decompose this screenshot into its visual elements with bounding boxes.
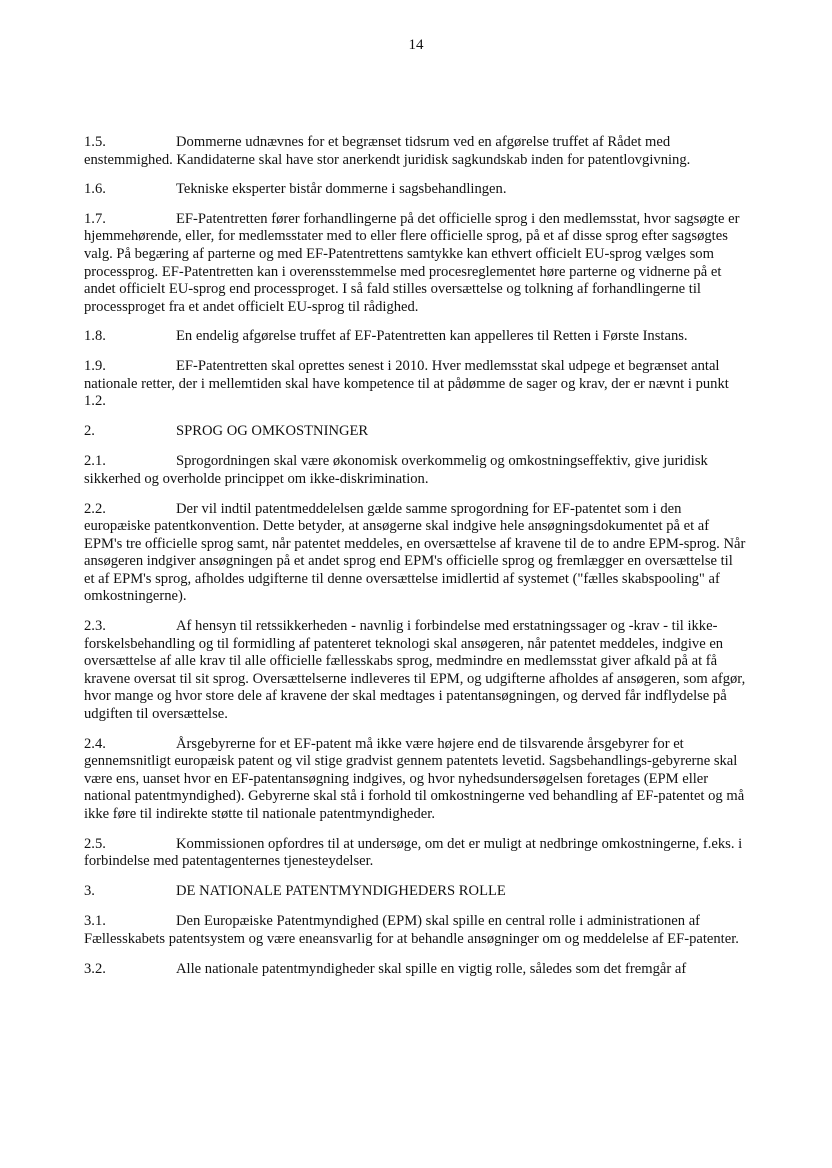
numbered-paragraph — [84, 453, 746, 488]
paragraph-text: En endelig afgørelse truffet af EF-Patentretten kan appelleres til Retten i Første Instans. — [176, 328, 688, 345]
paragraph-text: Den Europæiske Patentmyndighed (EPM) skal spille en central rolle i administrationen af Fællesskabets patentsystem og være eneansvarlig for at behandle ansøgninger om og meddelelse af EF-patenter. — [84, 913, 739, 947]
paragraph-number: 3. — [84, 882, 95, 899]
numbered-paragraph — [84, 181, 746, 199]
paragraph-number: 1.6. — [84, 181, 106, 198]
paragraph-text: Af hensyn til retssikkerheden - navnlig i forbindelse med erstatningssager og -krav - til ikke-forskelsbehandling og til formidling af patenteret teknologi skal ansøgeren, når patentet meddeles, indgive en oversættelse af alle krav til alle officielle fællesskabs sprog, medmindre en medlemsstat giver afkald på at få kravene oversat til sit sprog. Oversættelserne indleveres til EPM, og udgifterne afholdes af ansøgeren, som afgør, hvor mange og hvor store dele af kravene der skal medtages i patentansøgningen, og derved får indflydelse på udgiften til oversættelse. — [84, 618, 746, 723]
section-heading — [84, 883, 746, 901]
numbered-paragraph — [84, 618, 746, 724]
numbered-paragraph — [84, 961, 746, 979]
paragraph-text: Tekniske eksperter bistår dommerne i sagsbehandlingen. — [176, 181, 507, 198]
numbered-paragraph — [84, 913, 746, 948]
paragraph-text: Kommissionen opfordres til at undersøge, om det er muligt at nedbringe omkostningerne, f.eks. i forbindelse med patentagenternes tjenesteydelser. — [84, 835, 743, 870]
paragraph-number: 2.4. — [84, 735, 106, 752]
paragraph-number: 2. — [84, 422, 95, 439]
numbered-paragraph — [84, 501, 746, 607]
paragraph-number: 1.7. — [84, 210, 106, 227]
heading-text: SPROG OG OMKOSTNINGER — [176, 422, 369, 439]
paragraph-number: 2.5. — [84, 835, 106, 852]
numbered-paragraph — [84, 211, 746, 317]
paragraph-number: 1.9. — [84, 357, 106, 374]
numbered-paragraph — [84, 836, 746, 871]
paragraph-text: Årsgebyrerne for et EF-patent må ikke være højere end de tilsvarende årsgebyrer for et gennemsnitligt europæisk patent og vil stige gradvist gennem patentets levetid. Sagsbehandlings-gebyrerne skal være ens, uanset hvor en EF-patentansøgning indgives, og hvor nyhedsundersøgelsen foretages (EPM eller national patentmyndighed). Gebyrerne skal stå i forhold til omkostningerne ved behandling af EF-patentet og må ikke føre til indirekte støtte til nationale patentmyndigheder. — [84, 735, 745, 822]
paragraph-number: 1.8. — [84, 328, 106, 345]
document-body — [84, 134, 746, 990]
paragraph-number: 2.1. — [84, 453, 106, 470]
page-number: 14 — [408, 37, 424, 53]
numbered-paragraph — [84, 736, 746, 824]
paragraph-text: EF-Patentretten fører forhandlingerne på det officielle sprog i den medlemsstat, hvor sagsøgte er hjemmehørende, eller, for medlemsstater med to eller flere officielle sprog, på et af disse sprog efter sagsøgtes valg. På begæring af parterne og med EF-Patentrettens samtykke kan ethvert officielt EU-sprog vælges som processprog. EF-Patentretten kan i overensstemmelse med procesreglementet høre parterne og vidnerne på et andet officielt EU-sprog end processproget. I så fald stilles oversættelse og tolkning af forhandlingerne til processproget fra et andet officielt EU-sprog til rådighed. — [84, 210, 740, 315]
paragraph-number: 3.1. — [84, 913, 106, 930]
section-heading — [84, 423, 746, 441]
paragraph-text: EF-Patentretten skal oprettes senest i 2010. Hver medlemsstat skal udpege et begrænset antal nationale retter, der i mellemtiden skal have kompetence til at pådømme de sager og krav, der er nævnt i punkt 1.2. — [84, 357, 729, 410]
paragraph-text: Alle nationale patentmyndigheder skal spille en vigtig rolle, således som det fremgår af — [176, 960, 687, 977]
numbered-paragraph — [84, 328, 746, 346]
paragraph-number: 3.2. — [84, 960, 106, 977]
paragraph-text: Sprogordningen skal være økonomisk overkommelig og omkostningseffektiv, give juridisk sikkerhed og overholde princippet om ikke-diskrimination. — [84, 453, 708, 487]
paragraph-text: Dommerne udnævnes for et begrænset tidsrum ved en afgørelse truffet af Rådet med enstemmighed. Kandidaterne skal have stor anerkendt juridisk sagkundskab inden for patentlovgivning. — [84, 134, 691, 168]
numbered-paragraph — [84, 358, 746, 411]
paragraph-number: 1.5. — [84, 134, 106, 150]
numbered-paragraph — [84, 134, 746, 169]
paragraph-number: 2.3. — [84, 618, 106, 635]
paragraph-text: Der vil indtil patentmeddelelsen gælde samme sprogordning for EF-patentet som i den europæiske patentkonvention. Dette betyder, at ansøgerne skal indgive hele ansøgningsdokumentet på et af EPM's tre officielle sprog samt, når patentet meddeles, en oversættelse af kravene til de to andre EPM-sprog. Når ansøgeren indgiver ansøgningen på et andet sprog end EPM's officielle sprog og fremlægger en oversættelse til et af EPM's sprog, afholdes udgifterne til denne oversættelse imidlertid af systemet ("fælles skabspooling" af omkostningerne). — [84, 500, 746, 605]
paragraph-number: 2.2. — [84, 500, 106, 517]
heading-text: DE NATIONALE PATENTMYNDIGHEDERS ROLLE — [176, 882, 506, 899]
